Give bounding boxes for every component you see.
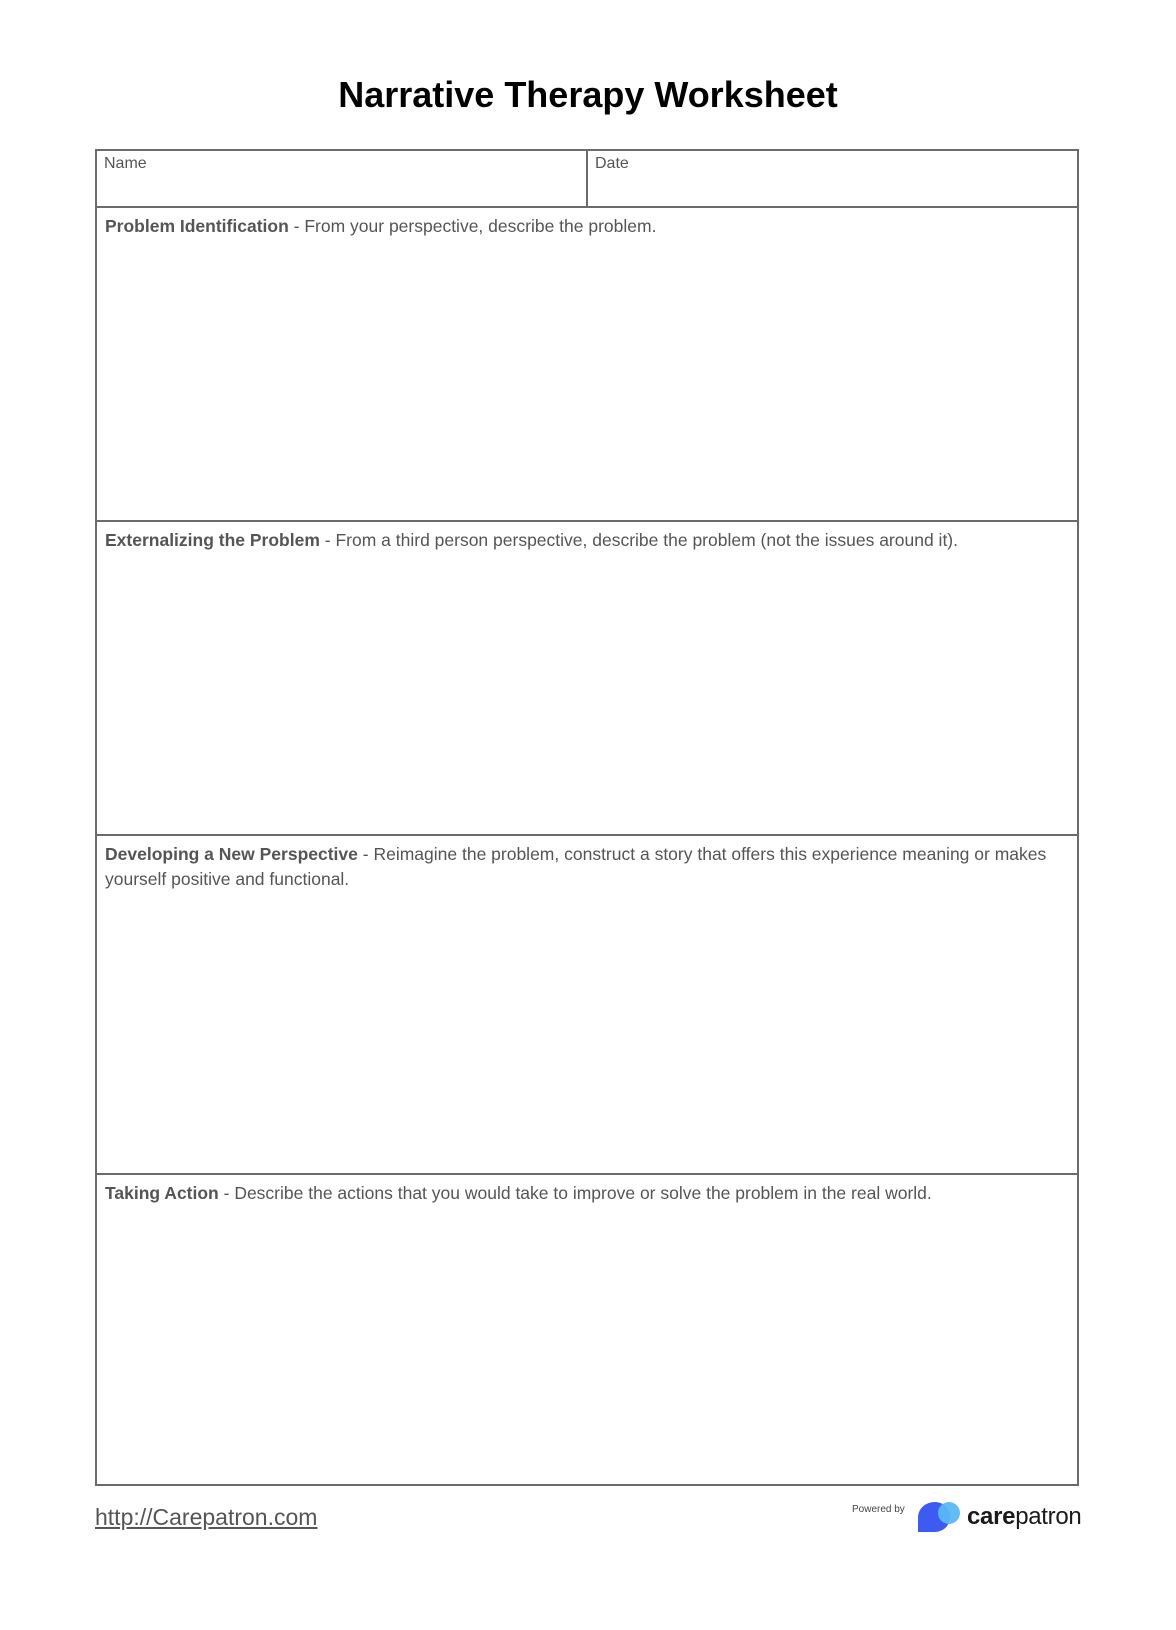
date-label: Date: [595, 155, 629, 172]
brand-name-regular: patron: [1015, 1503, 1082, 1530]
section-prompt: Reimagine the problem, construct a story that offers this experience meaning or makes yourself positive and functional.: [105, 844, 1047, 889]
carepatron-link[interactable]: http://Carepatron.com: [95, 1504, 318, 1530]
name-field[interactable]: [97, 151, 586, 206]
brand-name-bold: care: [967, 1503, 1016, 1530]
section-separator: -: [288, 216, 305, 236]
section-prompt: Describe the actions that you would take to improve or solve the problem in the real world.: [234, 1183, 932, 1203]
section-externalizing-problem[interactable]: [97, 522, 1077, 836]
worksheet-form: [95, 149, 1079, 1486]
section-separator: -: [319, 530, 336, 550]
brand-name: [967, 1503, 1081, 1531]
section-separator: -: [218, 1183, 235, 1203]
section-prompt: From your perspective, describe the problem.: [304, 216, 657, 236]
section-taking-action[interactable]: [97, 1175, 1077, 1484]
section-separator: -: [357, 844, 374, 864]
section-heading: Developing a New Perspective: [105, 844, 358, 864]
section-heading: Externalizing the Problem: [105, 530, 320, 550]
carepatron-logo-icon: [916, 1500, 966, 1534]
section-heading: Taking Action: [105, 1183, 219, 1203]
section-new-perspective[interactable]: [97, 836, 1077, 1175]
section-problem-identification[interactable]: [97, 208, 1077, 522]
name-label: Name: [104, 155, 147, 172]
section-prompt: From a third person perspective, describe the problem (not the issues around it).: [335, 530, 958, 550]
page-title: Narrative Therapy Worksheet: [338, 74, 838, 115]
powered-by-brand: [852, 1500, 1082, 1540]
date-field[interactable]: [586, 151, 1077, 206]
name-date-row: [97, 151, 1077, 208]
section-heading: Problem Identification: [105, 216, 289, 236]
powered-by-label: Powered by: [852, 1504, 905, 1515]
